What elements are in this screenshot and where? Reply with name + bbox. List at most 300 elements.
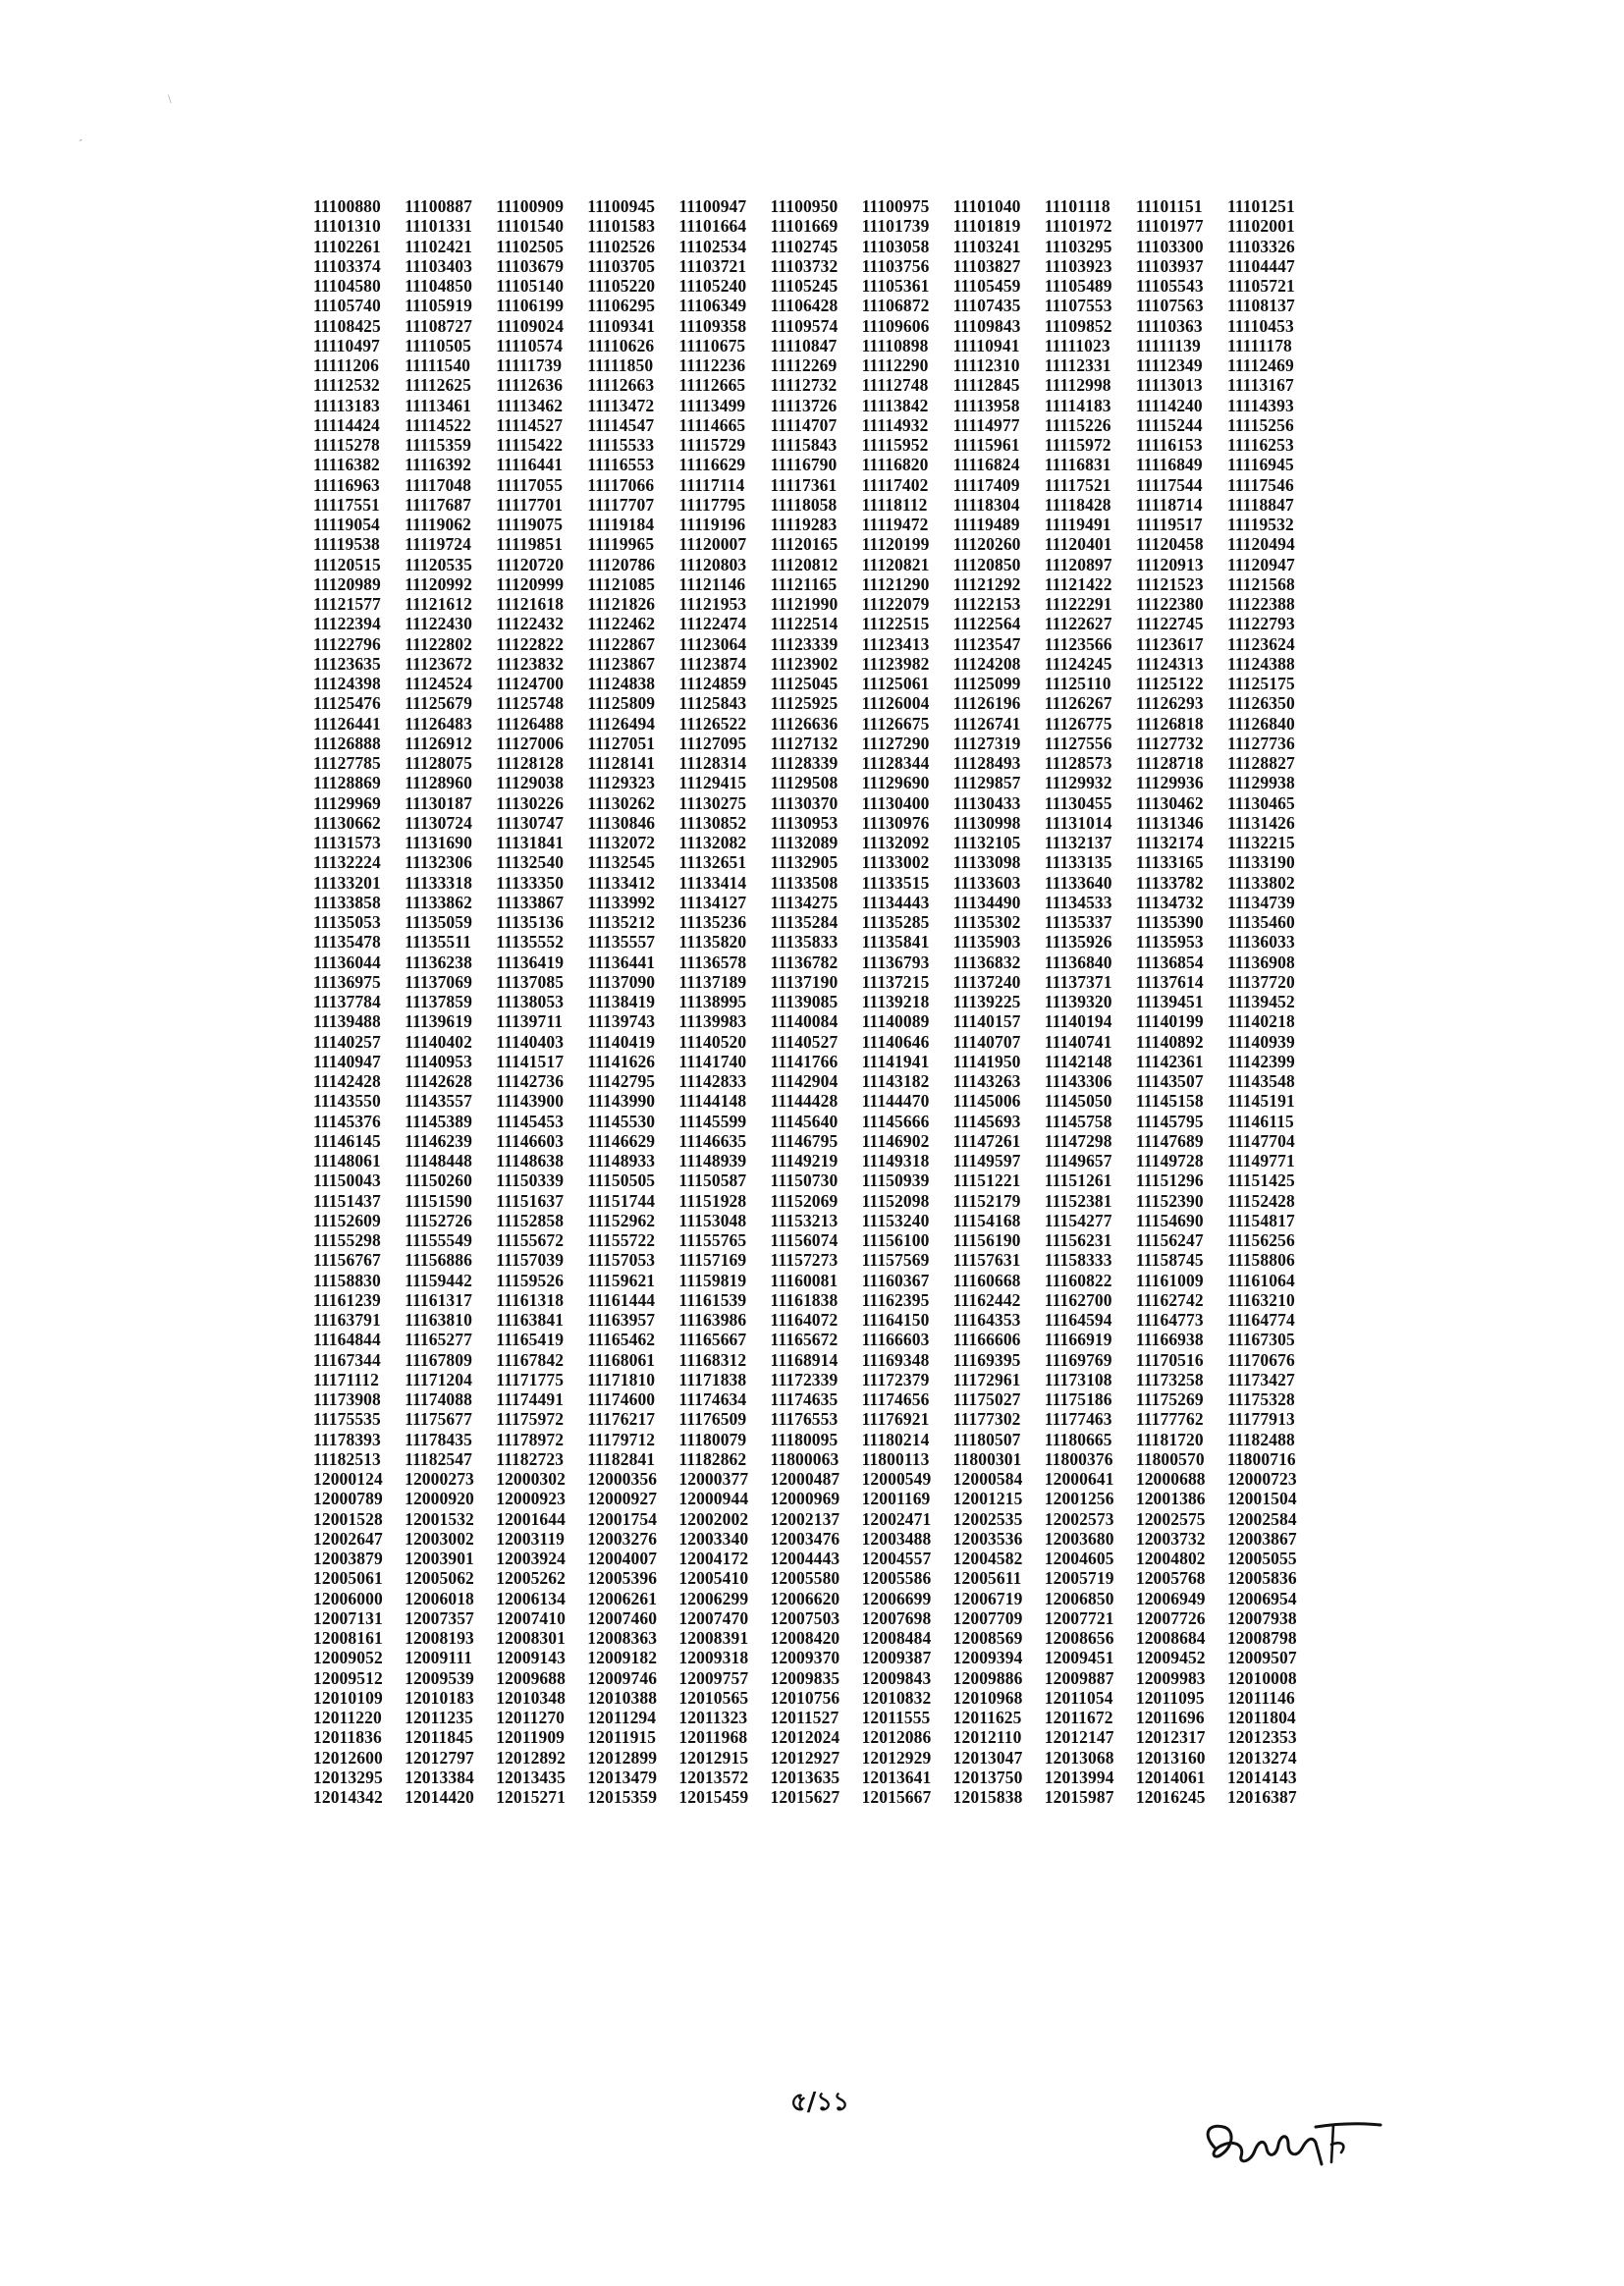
roll-number: 12011804 (1226, 1708, 1296, 1727)
roll-number: 11153213 (770, 1210, 839, 1230)
roll-number: 11159819 (678, 1270, 747, 1290)
roll-number: 11138419 (587, 992, 656, 1011)
roll-number: 11133508 (770, 872, 839, 893)
roll-number: 11134443 (861, 892, 930, 912)
roll-number: 11105740 (313, 296, 381, 316)
roll-number: 12006949 (1135, 1588, 1206, 1608)
roll-number: 11103058 (861, 236, 930, 256)
roll-number: 11140218 (1226, 1011, 1295, 1032)
roll-number: 11129938 (1226, 773, 1295, 793)
roll-number: 11178393 (313, 1429, 381, 1449)
roll-number: 12012927 (770, 1747, 840, 1768)
roll-number: 11132089 (770, 833, 839, 852)
roll-number: 12014420 (405, 1787, 474, 1807)
roll-number: 11182862 (678, 1448, 747, 1469)
roll-number: 11137859 (405, 992, 472, 1011)
roll-number: 11109852 (1044, 315, 1112, 336)
roll-number: 11123867 (587, 653, 656, 674)
roll-number: 12000688 (1135, 1469, 1206, 1489)
roll-number: 11128128 (496, 753, 565, 773)
roll-number: 12013435 (496, 1767, 566, 1787)
roll-number: 11140084 (770, 1011, 839, 1032)
roll-number: 12000789 (313, 1489, 383, 1509)
roll-number: 12003867 (1226, 1528, 1297, 1549)
roll-number: 11135926 (1044, 932, 1112, 952)
roll-number: 11145530 (587, 1111, 656, 1131)
roll-number: 11112469 (1226, 355, 1294, 375)
roll-number: 11117544 (1135, 474, 1203, 495)
roll-number: 11121165 (770, 573, 838, 594)
roll-number: 11163791 (313, 1310, 381, 1330)
roll-number: 12008484 (861, 1628, 932, 1648)
roll-number: 11133201 (313, 872, 381, 893)
roll-number: 12012024 (770, 1727, 840, 1748)
roll-number: 11155672 (496, 1230, 565, 1250)
roll-number: 11135903 (952, 932, 1021, 952)
roll-number: 11117546 (1226, 474, 1294, 495)
roll-number: 11116820 (861, 455, 929, 475)
roll-number: 11168061 (587, 1349, 656, 1370)
roll-number: 11130747 (496, 812, 565, 833)
roll-number: 12005396 (587, 1568, 658, 1589)
roll-number: 11122474 (678, 614, 747, 634)
roll-number: 12006000 (313, 1588, 383, 1608)
roll-number: 11121618 (496, 594, 565, 614)
roll-number: 11164072 (770, 1310, 839, 1330)
roll-number: 11122564 (952, 614, 1021, 634)
roll-number: 12013384 (405, 1767, 474, 1787)
roll-number: 11174634 (678, 1389, 747, 1409)
roll-number: 11119517 (1135, 515, 1203, 534)
roll-number: 11167344 (313, 1349, 381, 1370)
roll-number: 12011555 (861, 1708, 931, 1727)
roll-number: 11112636 (496, 375, 564, 396)
roll-number: 11119724 (405, 534, 471, 555)
roll-number: 11163810 (405, 1310, 472, 1330)
roll-number: 11140939 (1226, 1031, 1295, 1052)
roll-number: 11140527 (770, 1031, 839, 1052)
roll-number: 11110941 (952, 335, 1020, 355)
roll-number: 11114522 (405, 414, 471, 435)
roll-number: 11101251 (1226, 196, 1295, 216)
roll-number: 11120989 (313, 573, 381, 594)
roll-number: 11101540 (496, 216, 565, 237)
roll-number: 11115972 (1044, 435, 1111, 455)
roll-number: 11119196 (678, 515, 746, 534)
roll-number: 12001532 (405, 1508, 474, 1529)
roll-number: 11110675 (678, 335, 746, 355)
roll-number: 11112732 (770, 375, 838, 396)
roll-number: 11164773 (1135, 1310, 1204, 1330)
roll-number: 11140419 (587, 1031, 656, 1052)
roll-number: 11175677 (405, 1409, 472, 1430)
roll-number: 11161444 (587, 1289, 656, 1310)
roll-number: 11141626 (587, 1051, 656, 1071)
roll-number: 11128141 (587, 753, 656, 773)
roll-number: 11126350 (1226, 693, 1295, 714)
roll-number: 11126494 (587, 713, 656, 734)
roll-number: 11127785 (313, 753, 381, 773)
roll-number: 11113167 (1226, 375, 1294, 396)
roll-number: 11137614 (1135, 971, 1204, 992)
roll-number: 11130662 (313, 812, 381, 833)
roll-number: 12005768 (1135, 1568, 1206, 1589)
roll-number: 11152069 (770, 1190, 839, 1211)
roll-number: 11125748 (496, 693, 565, 714)
roll-number: 11117521 (1044, 474, 1111, 495)
roll-number: 11120821 (861, 554, 930, 574)
roll-number: 12000584 (952, 1469, 1023, 1489)
roll-number: 11800063 (770, 1448, 839, 1469)
roll-number: 11162442 (952, 1289, 1021, 1310)
roll-number: 11119965 (587, 534, 655, 555)
roll-number: 11125045 (770, 674, 839, 693)
roll-number: 12002137 (770, 1508, 840, 1529)
roll-number: 12002573 (1044, 1508, 1114, 1529)
roll-number: 11134732 (1135, 892, 1204, 912)
roll-number: 11157053 (587, 1250, 656, 1271)
roll-number: 12010348 (496, 1687, 566, 1708)
roll-number: 12008391 (678, 1628, 749, 1648)
roll-number: 11145191 (1226, 1091, 1295, 1112)
roll-number: 11145599 (678, 1111, 747, 1131)
roll-number: 11132651 (678, 852, 747, 873)
roll-number: 11142736 (496, 1071, 565, 1091)
roll-number: 11132905 (770, 852, 839, 873)
roll-number: 12011672 (1044, 1708, 1113, 1727)
roll-number: 11103679 (496, 255, 565, 276)
roll-number: 11135236 (678, 912, 747, 932)
roll-number: 11178972 (496, 1429, 565, 1449)
roll-number: 11108425 (313, 315, 381, 336)
roll-number: 11126912 (405, 733, 472, 753)
scan-mark: \ (168, 91, 172, 106)
roll-number: 11161009 (1135, 1270, 1204, 1290)
roll-number: 11114547 (587, 414, 655, 435)
roll-number: 11103241 (952, 236, 1021, 256)
roll-number: 11133640 (1044, 872, 1112, 893)
roll-number: 12013994 (1044, 1767, 1114, 1787)
roll-number: 11110574 (496, 335, 564, 355)
roll-number: 11182841 (587, 1448, 656, 1469)
roll-number: 12002584 (1226, 1508, 1297, 1529)
roll-number: 11182547 (405, 1448, 472, 1469)
roll-number: 12006954 (1226, 1588, 1297, 1608)
roll-number: 11122802 (405, 633, 472, 654)
roll-number: 12005586 (861, 1568, 932, 1589)
roll-number: 11111850 (587, 355, 654, 375)
roll-number: 12009843 (861, 1667, 932, 1688)
roll-number: 11120850 (952, 554, 1021, 574)
roll-number: 11113183 (313, 395, 380, 415)
roll-number: 11129038 (496, 773, 565, 793)
roll-number: 11122432 (496, 614, 565, 634)
roll-number: 11104447 (1226, 255, 1295, 276)
roll-number: 11109843 (952, 315, 1021, 336)
roll-number: 11161317 (405, 1289, 472, 1310)
roll-number: 11152390 (1135, 1190, 1204, 1211)
roll-number: 12003879 (313, 1549, 383, 1568)
roll-number: 12011527 (770, 1708, 839, 1727)
roll-number: 12006850 (1044, 1588, 1114, 1608)
roll-number: 11145666 (861, 1111, 930, 1131)
roll-number: 11130852 (678, 812, 747, 833)
roll-number: 11133858 (313, 892, 381, 912)
roll-number: 11133318 (405, 872, 472, 893)
roll-number: 11107563 (1135, 296, 1204, 316)
roll-number: 11100945 (587, 196, 656, 216)
roll-number: 11120007 (678, 534, 747, 555)
roll-number: 11135337 (1044, 912, 1112, 932)
roll-number: 11132545 (587, 852, 656, 873)
roll-number: 11122462 (587, 614, 656, 634)
roll-number: 11169348 (861, 1349, 930, 1370)
roll-number: 11121826 (587, 594, 656, 614)
roll-number: 12004172 (678, 1549, 749, 1568)
roll-number: 11146629 (587, 1130, 656, 1151)
roll-number: 11124524 (405, 674, 472, 693)
roll-number: 12009452 (1135, 1648, 1206, 1668)
roll-number: 11181720 (1135, 1429, 1204, 1449)
roll-number: 11177302 (952, 1409, 1021, 1430)
roll-number: 11180507 (952, 1429, 1021, 1449)
roll-number: 12009512 (313, 1667, 383, 1688)
roll-number: 11130433 (952, 792, 1021, 813)
roll-number: 11137720 (1226, 971, 1295, 992)
roll-number: 11142428 (313, 1071, 381, 1091)
roll-number: 11165672 (770, 1330, 839, 1350)
roll-number: 11129323 (587, 773, 656, 793)
roll-number: 11123982 (861, 653, 930, 674)
roll-number: 12012110 (952, 1727, 1022, 1748)
roll-number: 11140947 (313, 1051, 381, 1071)
roll-number: 12002002 (678, 1508, 749, 1529)
roll-number: 11132224 (313, 852, 381, 873)
roll-number: 11112625 (405, 375, 471, 396)
roll-number: 11124388 (1226, 653, 1295, 674)
roll-number: 11151437 (313, 1190, 381, 1211)
roll-number: 12013274 (1226, 1747, 1297, 1768)
roll-number: 11112290 (861, 355, 929, 375)
roll-number: 11160081 (770, 1270, 839, 1290)
roll-number: 11129415 (678, 773, 747, 793)
roll-number: 11163957 (587, 1310, 656, 1330)
roll-number: 11105543 (1135, 276, 1204, 296)
roll-number: 11135557 (587, 932, 656, 952)
roll-number: 11145389 (405, 1111, 472, 1131)
roll-number: 11128314 (678, 753, 747, 773)
roll-number: 11114393 (1226, 395, 1294, 415)
roll-number: 11174600 (587, 1389, 656, 1409)
roll-number: 11134490 (952, 892, 1021, 912)
roll-number: 11120458 (1135, 534, 1204, 555)
roll-number: 11109024 (496, 315, 565, 336)
roll-number: 11116153 (1135, 435, 1203, 455)
roll-number: 12003488 (861, 1528, 932, 1549)
roll-number: 11104580 (313, 276, 381, 296)
roll-number: 11133992 (587, 892, 656, 912)
roll-number: 12011220 (313, 1708, 382, 1727)
roll-number: 11112331 (1044, 355, 1111, 375)
roll-number: 11119489 (952, 515, 1020, 534)
roll-number: 12003536 (952, 1528, 1023, 1549)
roll-number: 11105140 (496, 276, 565, 296)
roll-number: 11136832 (952, 952, 1021, 972)
roll-number: 11174656 (861, 1389, 930, 1409)
roll-number: 11132174 (1135, 833, 1204, 852)
roll-number: 11122515 (861, 614, 930, 634)
roll-number: 11142795 (587, 1071, 656, 1091)
roll-number: 11117361 (770, 474, 838, 495)
roll-number: 11116553 (587, 455, 655, 475)
roll-number: 11162700 (1044, 1289, 1112, 1310)
roll-number: 12009887 (1044, 1667, 1114, 1688)
roll-number: 11157569 (861, 1250, 930, 1271)
roll-number: 11152858 (496, 1210, 565, 1230)
roll-number: 11134275 (770, 892, 839, 912)
roll-number: 11111023 (1044, 335, 1110, 355)
roll-number: 11133165 (1135, 852, 1204, 873)
roll-number: 11110453 (1226, 315, 1294, 336)
roll-number: 11133135 (1044, 852, 1112, 873)
roll-number: 12008161 (313, 1628, 383, 1648)
roll-number: 12016387 (1226, 1787, 1297, 1807)
roll-number: 11128960 (405, 773, 472, 793)
roll-number: 11180214 (861, 1429, 930, 1449)
roll-number: 12003732 (1135, 1528, 1206, 1549)
roll-number: 11103326 (1226, 236, 1295, 256)
roll-number: 11132092 (861, 833, 930, 852)
roll-number: 12007709 (952, 1607, 1023, 1628)
roll-number: 11120913 (1135, 554, 1204, 574)
scan-mark: ´ (79, 136, 83, 151)
roll-number: 11166606 (952, 1330, 1021, 1350)
roll-number: 11155298 (313, 1230, 381, 1250)
roll-number: 11135302 (952, 912, 1021, 932)
roll-number: 11116945 (1226, 455, 1294, 475)
roll-number: 11159442 (405, 1270, 472, 1290)
roll-number: 11115843 (770, 435, 838, 455)
roll-number: 11125843 (678, 693, 747, 714)
roll-number: 11175328 (1226, 1389, 1295, 1409)
roll-number: 12004557 (861, 1549, 932, 1568)
roll-number: 11150730 (770, 1170, 839, 1191)
roll-number: 11151590 (405, 1190, 472, 1211)
roll-number: 11124859 (678, 674, 747, 693)
roll-number: 11137190 (770, 971, 839, 992)
roll-number: 12011323 (678, 1708, 748, 1727)
roll-number: 11166938 (1135, 1330, 1204, 1350)
roll-number: 11173908 (313, 1389, 381, 1409)
roll-number: 11102534 (678, 236, 747, 256)
roll-number: 11135136 (496, 912, 565, 932)
roll-number: 12014143 (1226, 1767, 1297, 1787)
roll-number: 11135059 (405, 912, 472, 932)
roll-number: 11132072 (587, 833, 656, 852)
roll-number: 11142361 (1135, 1051, 1204, 1071)
roll-number: 12000273 (405, 1469, 474, 1489)
roll-number: 12000723 (1226, 1469, 1297, 1489)
roll-number: 12009143 (496, 1648, 566, 1668)
roll-number: 11145795 (1135, 1111, 1204, 1131)
roll-number: 11135478 (313, 932, 381, 952)
roll-number: 11151744 (587, 1190, 656, 1211)
roll-number: 11146603 (496, 1130, 565, 1151)
roll-number: 11136578 (678, 952, 747, 972)
roll-number: 11130400 (861, 792, 930, 813)
roll-number: 12004802 (1135, 1549, 1206, 1568)
roll-number: 11133414 (678, 872, 747, 893)
roll-number: 12009835 (770, 1667, 840, 1688)
roll-number: 11117687 (405, 494, 471, 515)
roll-number: 12009539 (405, 1667, 474, 1688)
roll-number: 11119062 (405, 515, 471, 534)
roll-number: 11180095 (770, 1429, 839, 1449)
roll-number: 11166919 (1044, 1330, 1112, 1350)
roll-number: 11146115 (1226, 1111, 1294, 1131)
roll-number: 11153048 (678, 1210, 747, 1230)
roll-number: 11116629 (678, 455, 746, 475)
roll-number: 11170516 (1135, 1349, 1204, 1370)
roll-number: 11123672 (405, 653, 472, 674)
roll-number: 11120999 (496, 573, 565, 594)
roll-number: 11129508 (770, 773, 839, 793)
roll-number: 12011968 (678, 1727, 748, 1748)
roll-number: 11126888 (313, 733, 381, 753)
roll-number: 11176509 (678, 1409, 747, 1430)
roll-number: 11156100 (861, 1230, 930, 1250)
roll-number: 11101972 (1044, 216, 1112, 237)
roll-number: 12008569 (952, 1628, 1023, 1648)
roll-number: 11133867 (496, 892, 565, 912)
roll-number: 11127290 (861, 733, 930, 753)
roll-number: 11111739 (496, 355, 563, 375)
roll-number: 11177762 (1135, 1409, 1204, 1430)
roll-number: 11124700 (496, 674, 565, 693)
roll-number: 11103827 (952, 255, 1021, 276)
roll-number: 11140194 (1044, 1011, 1112, 1032)
roll-number: 11156256 (1226, 1230, 1295, 1250)
roll-number: 11171112 (313, 1369, 379, 1389)
roll-number: 11121146 (678, 573, 746, 594)
roll-number: 11139488 (313, 1011, 381, 1032)
roll-number: 11168312 (678, 1349, 747, 1370)
roll-number: 11143548 (1226, 1071, 1295, 1091)
roll-number: 11130462 (1135, 792, 1204, 813)
roll-number: 11105459 (952, 276, 1021, 296)
roll-number: 12013295 (313, 1767, 383, 1787)
roll-number: 11134739 (1226, 892, 1295, 912)
roll-number: 12015627 (770, 1787, 840, 1807)
roll-number: 12009451 (1044, 1648, 1114, 1668)
roll-number: 12016245 (1135, 1787, 1206, 1807)
roll-number: 11142904 (770, 1071, 839, 1091)
roll-number: 12006699 (861, 1588, 932, 1608)
roll-number: 11173108 (1044, 1369, 1112, 1389)
roll-number: 12003476 (770, 1528, 840, 1549)
roll-number: 11143507 (1135, 1071, 1204, 1091)
roll-number: 11106872 (861, 296, 930, 316)
roll-number: 11102526 (587, 236, 656, 256)
roll-number: 11140741 (1044, 1031, 1112, 1052)
roll-number: 11110847 (770, 335, 838, 355)
roll-number: 12008420 (770, 1628, 840, 1648)
roll-number: 11121290 (861, 573, 930, 594)
roll-number: 11145693 (952, 1111, 1021, 1131)
roll-number: 11114183 (1044, 395, 1111, 415)
roll-number: 11141740 (678, 1051, 747, 1071)
roll-number: 11131573 (313, 833, 381, 852)
